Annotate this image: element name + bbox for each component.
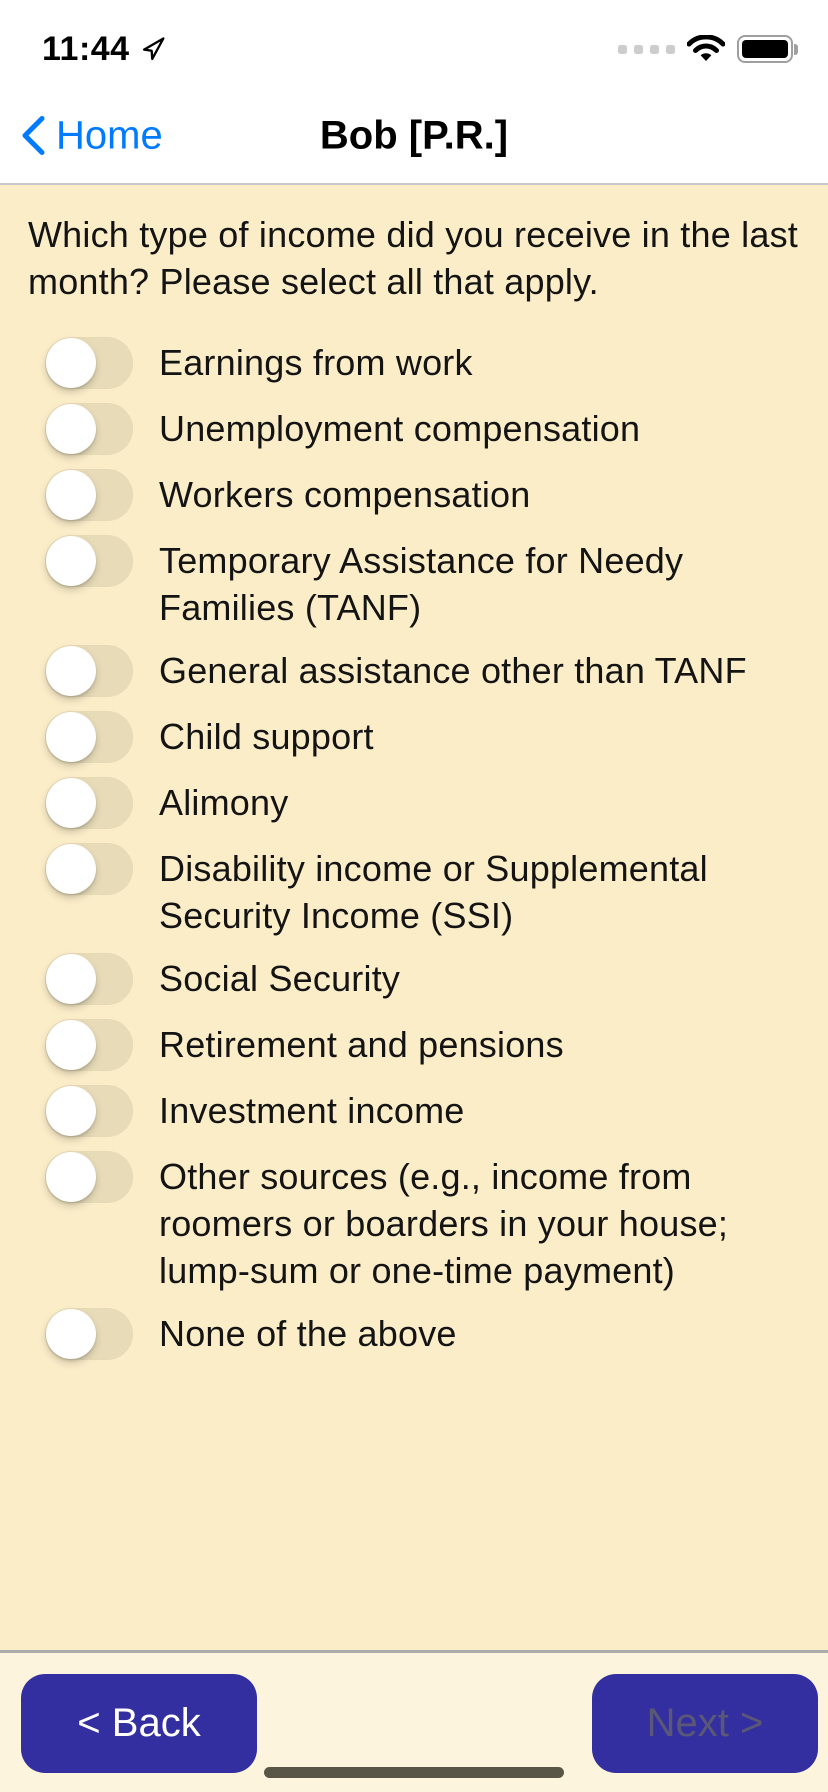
income-option-label: Investment income <box>159 1090 465 1131</box>
battery-full-icon <box>737 35 798 63</box>
income-option-row <box>45 711 800 763</box>
income-option-label: General assistance other than TANF <box>159 650 747 691</box>
footer-bar <box>0 1650 828 1792</box>
toggle-switch[interactable] <box>45 337 133 389</box>
toggle-switch[interactable] <box>45 777 133 829</box>
page-title: Bob [P.R.] <box>319 113 509 157</box>
income-option-row <box>45 1308 800 1360</box>
question-panel <box>0 185 828 1650</box>
toggle-switch[interactable] <box>45 1151 133 1203</box>
toggle-knob <box>46 844 96 894</box>
toggle-switch[interactable] <box>45 1085 133 1137</box>
toggle-switch[interactable] <box>45 953 133 1005</box>
nav-back-label: Home <box>56 113 163 157</box>
next-button[interactable]: Next > <box>592 1674 818 1773</box>
toggle-switch[interactable] <box>45 1308 133 1360</box>
toggle-knob <box>46 536 96 586</box>
status-bar <box>0 0 828 88</box>
status-time: 11:44 <box>42 29 130 68</box>
income-option-row <box>45 1019 800 1071</box>
income-option-label: Disability income or Supplemental Security Income (SSI) <box>159 848 708 936</box>
location-arrow-icon <box>140 35 168 63</box>
income-option-row <box>45 645 800 697</box>
chevron-left-icon <box>20 114 46 158</box>
toggle-switch[interactable] <box>45 1019 133 1071</box>
income-option-label: Temporary Assistance for Needy Families (TANF) <box>159 540 684 628</box>
income-option-row <box>45 843 800 939</box>
income-option-label: Retirement and pensions <box>159 1024 564 1065</box>
income-option-row <box>45 777 800 829</box>
toggle-switch[interactable] <box>45 535 133 587</box>
toggle-knob <box>46 1309 96 1359</box>
toggle-knob <box>46 470 96 520</box>
nav-back-button[interactable] <box>20 113 163 158</box>
toggle-knob <box>46 338 96 388</box>
income-option-label: Unemployment compensation <box>159 408 641 449</box>
toggle-knob <box>46 1086 96 1136</box>
income-option-label: Other sources (e.g., income from roomers or boarders in your house; lump-sum or one-time payment) <box>159 1156 729 1291</box>
income-option-row <box>45 1085 800 1137</box>
toggle-knob <box>46 646 96 696</box>
income-option-row <box>45 469 800 521</box>
income-option-row <box>45 1151 800 1294</box>
income-option-label: Workers compensation <box>159 474 531 515</box>
toggle-switch[interactable] <box>45 469 133 521</box>
toggle-knob <box>46 1020 96 1070</box>
income-option-row <box>45 403 800 455</box>
toggle-knob <box>46 778 96 828</box>
toggle-knob <box>46 954 96 1004</box>
wifi-icon <box>687 35 725 63</box>
toggle-switch[interactable] <box>45 711 133 763</box>
home-indicator[interactable] <box>264 1767 564 1778</box>
back-button[interactable]: < Back <box>21 1674 257 1773</box>
toggle-knob <box>46 1152 96 1202</box>
income-option-label: Earnings from work <box>159 342 473 383</box>
income-option-label: Child support <box>159 716 374 757</box>
toggle-switch[interactable] <box>45 403 133 455</box>
income-option-row <box>45 337 800 389</box>
income-option-row <box>45 535 800 631</box>
options-list <box>28 337 800 1360</box>
toggle-switch[interactable] <box>45 645 133 697</box>
income-option-label: Social Security <box>159 958 401 999</box>
income-option-label: None of the above <box>159 1313 457 1354</box>
toggle-knob <box>46 712 96 762</box>
income-option-row <box>45 953 800 1005</box>
nav-bar <box>0 88 828 185</box>
toggle-knob <box>46 404 96 454</box>
cellular-no-bars-dots-icon <box>618 45 675 54</box>
question-text: Which type of income did you receive in the last month? Please select all that apply. <box>28 214 798 302</box>
income-option-label: Alimony <box>159 782 289 823</box>
toggle-switch[interactable] <box>45 843 133 895</box>
